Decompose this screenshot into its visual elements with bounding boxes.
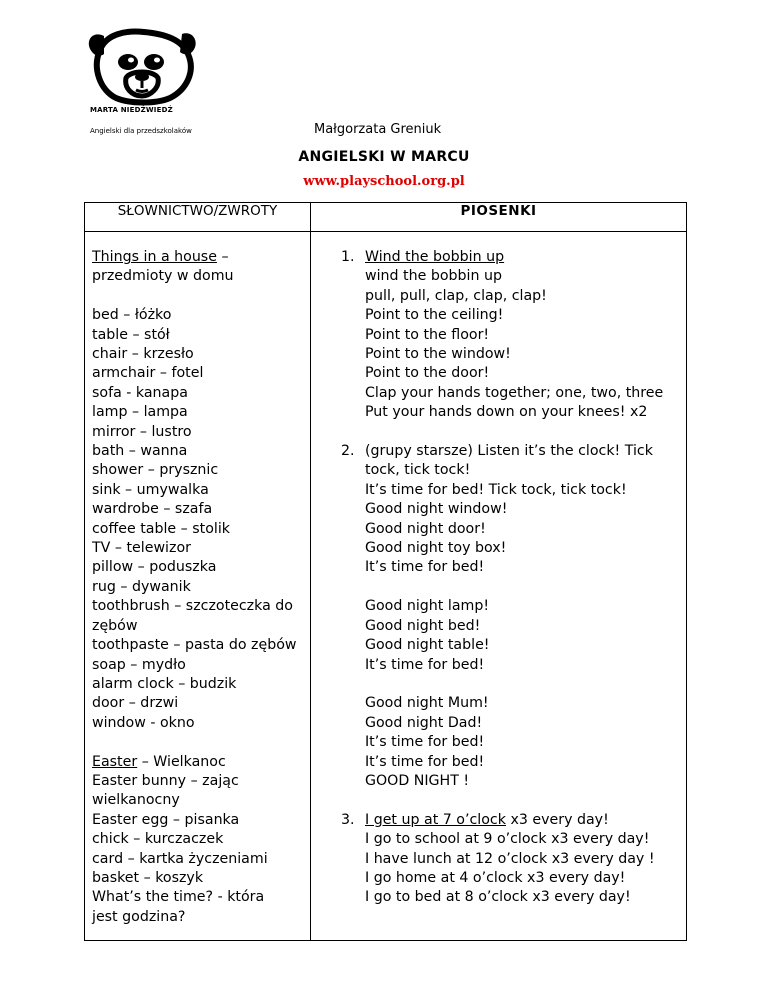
vocab-item: jest godzina? bbox=[92, 908, 186, 925]
song-line: It’s time for bed! bbox=[365, 656, 485, 673]
vocab-item: mirror – lustro bbox=[92, 423, 192, 440]
vocab-item: wielkanocny bbox=[92, 792, 180, 809]
song-line: Good night Dad! bbox=[365, 714, 483, 731]
song-line: Good night Mum! bbox=[365, 695, 489, 712]
song-3: 3. I get up at 7 o’clock x3 every day! I go to school at 9 o’clock x3 every day! I have lunch at 12 o’clock x3 every day ! I go home at 4 o’clock x3 every day! I go to bed at 8 o’clock x3 every day! bbox=[365, 811, 682, 908]
vocab-item: lamp – lampa bbox=[92, 404, 188, 421]
vocab-item: toothpaste – pasta do zębów bbox=[92, 637, 297, 654]
song-line: Good night window! bbox=[365, 501, 508, 518]
song-line: Point to the window! bbox=[365, 346, 511, 363]
song-line: wind the bobbin up bbox=[365, 268, 502, 285]
song-1: 1. Wind the bobbin up wind the bobbin up pull, pull, clap, clap, clap! Point to the ceiling! Point to the floor! Point to the window! Point to the door! Clap your hands together; one, two, three Put your hands down on your knees! x2 bbox=[365, 248, 682, 442]
songs-column-header: PIOSENKI bbox=[311, 203, 687, 232]
vocab-item: sink – umywalka bbox=[92, 481, 209, 498]
house-vocab-list bbox=[92, 306, 306, 733]
song-line: It’s time for bed! Tick tock, tick tock! bbox=[365, 481, 627, 498]
song-line: It’s time for bed! bbox=[365, 753, 485, 770]
vocab-item: TV – telewizor bbox=[92, 540, 191, 557]
vocab-item: armchair – fotel bbox=[92, 365, 204, 382]
song-2: 2. (grupy starsze) Listen it’s the clock! Tick tock, tick tock! It’s time for bed! Tick tock, tick tock! Good night window! Good night door! Good night toy box! It’s time for bed! Good night lamp! Good night bed! Good night table! It’s time for bed! Good night Mum! Good night Dad! It’s time for bed! It’s time for bed! GOOD NIGHT ! bbox=[365, 442, 682, 811]
vocab-item: zębów bbox=[92, 617, 138, 634]
vocab-item: chair – krzesło bbox=[92, 346, 194, 363]
house-heading: Things in a house – bbox=[92, 249, 229, 265]
content-table bbox=[84, 202, 687, 941]
song-line: It’s time for bed! bbox=[365, 734, 485, 751]
page-title: ANGIELSKI W MARCU bbox=[298, 149, 470, 165]
song-line: Point to the door! bbox=[365, 365, 490, 382]
song-line: It’s time for bed! bbox=[365, 559, 485, 576]
vocab-item: coffee table – stolik bbox=[92, 520, 231, 537]
song-line: pull, pull, clap, clap, clap! bbox=[365, 287, 547, 304]
vocab-item: door – drzwi bbox=[92, 695, 179, 712]
vocab-item: pillow – poduszka bbox=[92, 559, 217, 576]
song-line: Point to the ceiling! bbox=[365, 307, 504, 324]
vocab-item: toothbrush – szczoteczka do bbox=[92, 598, 293, 615]
brand-name: MARTA NIEDŹWIEDŹ bbox=[90, 106, 173, 114]
vocab-item: Easter bunny – zając bbox=[92, 772, 239, 789]
brand-tagline: Angielski dla przedszkolaków bbox=[90, 127, 192, 135]
song-1-title: Wind the bobbin up bbox=[365, 249, 505, 265]
vocab-item: Easter egg – pisanka bbox=[92, 811, 240, 828]
vocab-item: basket – koszyk bbox=[92, 869, 204, 886]
song-line: Good night toy box! bbox=[365, 540, 507, 557]
vocab-item: window - okno bbox=[92, 714, 195, 731]
easter-vocab-list bbox=[92, 772, 306, 927]
vocab-item: wardrobe – szafa bbox=[92, 501, 213, 518]
song-line: Good night door! bbox=[365, 520, 486, 537]
vocab-item: alarm clock – budzik bbox=[92, 675, 237, 692]
song-line: Good night table! bbox=[365, 637, 490, 654]
song-line: Clap your hands together; one, two, three bbox=[365, 384, 664, 401]
house-heading-pl: przedmioty w domu bbox=[92, 268, 234, 285]
vocab-item: chick – kurczaczek bbox=[92, 831, 224, 848]
vocab-item: bath – wanna bbox=[92, 443, 188, 460]
song-3-first-line: I get up at 7 o’clock x3 every day! bbox=[365, 811, 609, 828]
vocab-item: bed – łóżko bbox=[92, 307, 172, 324]
song-line: I have lunch at 12 o’clock x3 every day ! bbox=[365, 850, 655, 867]
website-link[interactable]: www.playschool.org.pl bbox=[303, 174, 465, 189]
vocab-item: rug – dywanik bbox=[92, 578, 191, 595]
song-line: I go to bed at 8 o’clock x3 every day! bbox=[365, 889, 631, 906]
vocab-column-header: SŁOWNICTWO/ZWROTY bbox=[85, 203, 311, 232]
song-line: Put your hands down on your knees! x2 bbox=[365, 404, 648, 421]
bear-logo bbox=[86, 28, 198, 106]
song-line: I go home at 4 o’clock x3 every day! bbox=[365, 869, 626, 886]
easter-heading: Easter – Wielkanoc bbox=[92, 753, 226, 770]
song-2-first-line: (grupy starsze) Listen it’s the clock! Tick bbox=[365, 443, 653, 460]
songs-column bbox=[311, 232, 687, 941]
vocab-item: shower – prysznic bbox=[92, 462, 219, 479]
vocab-item: table – stół bbox=[92, 326, 170, 343]
song-line: I go to school at 9 o’clock x3 every day! bbox=[365, 831, 650, 848]
song-line: Point to the floor! bbox=[365, 326, 490, 343]
vocab-item: soap – mydło bbox=[92, 656, 186, 673]
song-line: Good night bed! bbox=[365, 617, 481, 634]
vocab-item: sofa - kanapa bbox=[92, 384, 188, 401]
vocab-item: card – kartka życzeniami bbox=[92, 850, 268, 867]
song-line: GOOD NIGHT ! bbox=[365, 772, 470, 789]
vocab-item: What’s the time? - która bbox=[92, 889, 265, 906]
author-name: Małgorzata Greniuk bbox=[314, 122, 442, 137]
vocab-column bbox=[85, 232, 311, 941]
song-line: Good night lamp! bbox=[365, 598, 490, 615]
song-line: tock, tick tock! bbox=[365, 462, 471, 479]
